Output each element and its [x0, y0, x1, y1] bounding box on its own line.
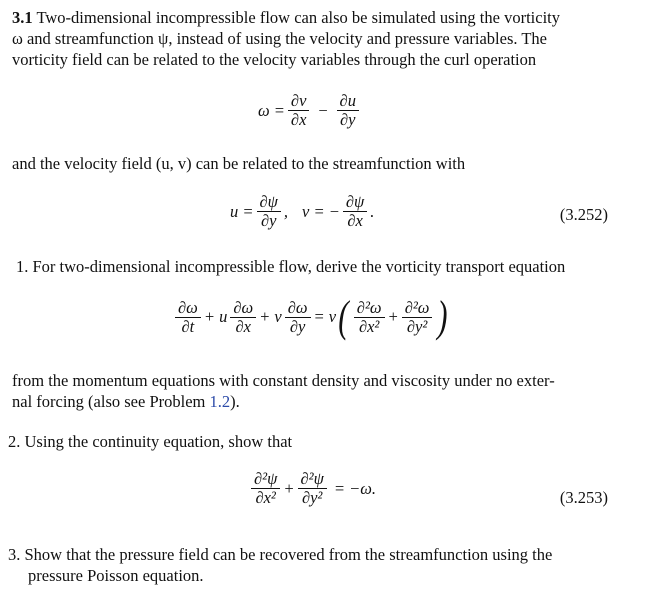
- plus-u: + u: [203, 307, 228, 326]
- plus-sign: +: [283, 478, 295, 498]
- intro-line-1: [12, 8, 560, 28]
- period: .: [370, 201, 375, 221]
- u-lhs: u =: [230, 201, 254, 221]
- frac-num: ∂ψ: [259, 192, 278, 211]
- left-paren: (: [338, 292, 349, 341]
- velocity-text: and the velocity field (u, v) can be related to the streamfunction with: [12, 154, 466, 173]
- item-1-after-text: nal forcing (also see Problem: [12, 392, 210, 411]
- vorticity-equation: [258, 92, 362, 129]
- frac-num: ∂v: [290, 91, 307, 110]
- frac-den: ∂x²: [255, 488, 276, 507]
- dv-dx-fraction: [288, 92, 309, 129]
- frac-num: ∂u: [339, 91, 356, 110]
- item-1-label: 1.: [16, 257, 29, 276]
- frac-den: ∂x²: [358, 316, 380, 336]
- intro-text-2: ω and streamfunction ψ, instead of using the velocity and pressure variables. The: [12, 29, 547, 48]
- item-1-after-end: ).: [230, 392, 240, 411]
- poisson-streamfunction-equation: [248, 470, 376, 507]
- equals-nu: = ν: [313, 307, 337, 326]
- item-1-text: For two-dimensional incompressible flow, derive the vorticity transport equation: [32, 257, 566, 276]
- frac-num: ∂²ω: [404, 297, 430, 317]
- frac-num: ∂²ω: [356, 297, 382, 317]
- frac-den: ∂x: [347, 211, 363, 230]
- du-dy-fraction: [337, 92, 359, 129]
- intro-text-3: vorticity field can be related to the velocity variables through the curl operation: [12, 50, 537, 69]
- frac-num: ∂ω: [178, 297, 198, 317]
- right-paren: ): [437, 292, 448, 341]
- vorticity-lhs: ω =: [258, 100, 285, 120]
- item-3-text-2: pressure Poisson equation.: [28, 566, 204, 585]
- frac-num: ∂²ψ: [300, 469, 324, 488]
- equation-number-3253: (3.253): [559, 488, 608, 507]
- domega-dy-fraction: [285, 299, 311, 336]
- problem-number: 3.1: [12, 8, 33, 27]
- equals-neg-omega: = −ω.: [333, 478, 377, 498]
- domega-dx-fraction: [230, 299, 256, 336]
- frac-den: ∂y²: [406, 316, 428, 336]
- equation-number-3252: (3.252): [559, 205, 608, 224]
- frac-den: ∂x: [290, 110, 307, 129]
- velocity-equation: [230, 193, 374, 230]
- d2omega-dy2-fraction: [402, 299, 433, 336]
- item-1: [16, 257, 565, 277]
- item-2: [8, 432, 292, 452]
- intro-text-1: Two-dimensional incompressible flow can also be simulated using the vorticity: [36, 8, 560, 27]
- item-3-text-1: Show that the pressure field can be recovered from the streamfunction using the: [24, 545, 553, 564]
- v-lhs: v = −: [302, 201, 340, 221]
- frac-num: ∂²ψ: [254, 469, 278, 488]
- item-1-after-1: from the momentum equations with constant density and viscosity under no exter-: [12, 371, 555, 390]
- item-2-text: Using the continuity equation, show that: [24, 432, 293, 451]
- frac-den: ∂y²: [301, 488, 323, 507]
- item-1-after-2: [12, 392, 240, 412]
- d2omega-dx2-fraction: [354, 299, 385, 336]
- frac-num: ∂ψ: [345, 192, 365, 211]
- minus-sign: −: [317, 100, 329, 120]
- frac-den: ∂y: [289, 316, 306, 336]
- vorticity-transport-equation: [172, 292, 450, 341]
- domega-dt-fraction: [175, 299, 201, 336]
- frac-num: ∂ω: [287, 297, 308, 317]
- dpsi-dy-fraction: [257, 193, 281, 230]
- comma: ,: [283, 201, 289, 221]
- item-3-label: 3.: [8, 545, 21, 564]
- d2psi-dx2-fraction: [251, 470, 280, 507]
- d2psi-dy2-fraction: [298, 470, 327, 507]
- frac-den: ∂y: [260, 211, 277, 230]
- frac-den: ∂x: [235, 316, 251, 336]
- plus-v: + v: [259, 307, 282, 326]
- problem-reference-link[interactable]: 1.2: [209, 392, 231, 411]
- frac-den: ∂y: [340, 110, 356, 129]
- item-3: [8, 545, 552, 565]
- frac-num: ∂ω: [233, 297, 254, 317]
- plus-sign: +: [387, 307, 399, 326]
- frac-den: ∂t: [181, 316, 195, 336]
- item-2-label: 2.: [8, 432, 21, 451]
- dpsi-dx-fraction: [343, 193, 367, 230]
